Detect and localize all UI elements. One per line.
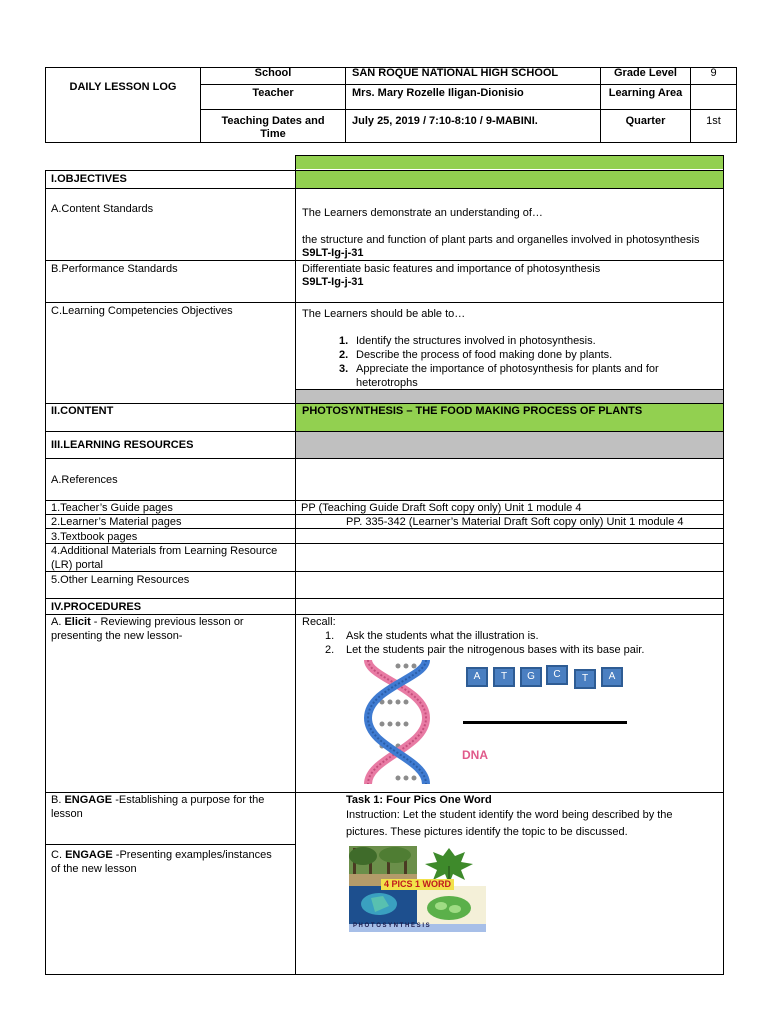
recall-number: 2. (325, 644, 335, 656)
gray-band-content (296, 389, 723, 403)
dates-label-2: Time (260, 128, 286, 140)
task-title: Task 1: Four Pics One Word (346, 794, 492, 806)
references-label: A.References (51, 474, 118, 486)
pairing-answer-line (463, 721, 627, 724)
engage-c-keyword: ENGAGE (65, 849, 113, 861)
learning-area-label: Learning Area (608, 87, 683, 99)
engage-c-prefix: C. (51, 849, 66, 861)
content-standards-code: S9LT-Ig-j-31 (302, 247, 364, 259)
textbook-label: 3.Textbook pages (51, 531, 138, 543)
competency-text: Describe the process of food making done by plants. (356, 349, 613, 361)
competency-text: Appreciate the importance of photosynthesis for plants and for (356, 363, 659, 375)
performance-standards-code: S9LT-Ig-j-31 (302, 276, 364, 288)
elicit-label (51, 615, 244, 629)
school-value: SAN ROQUE NATIONAL HIGH SCHOOL (352, 67, 559, 79)
engage-b-keyword: ENGAGE (64, 794, 113, 806)
competency-text: Identify the structures involved in photosynthesis. (356, 335, 596, 347)
school-label: School (254, 67, 292, 79)
green-band-top (296, 156, 723, 169)
competencies-intro: The Learners should be able to… (302, 308, 466, 320)
engage-c-description: -Presenting examples/instances (112, 849, 272, 861)
log-title: DAILY LESSON LOG (69, 81, 177, 93)
recall-number: 1. (325, 630, 335, 642)
engage-b-label (51, 793, 264, 807)
dna-label: DNA (462, 748, 488, 762)
performance-standards-label: B.Performance Standards (51, 263, 178, 275)
dna-helix-image (360, 658, 460, 786)
teacher-label: Teacher (252, 87, 294, 99)
task-instruction-line1: Instruction: Let the student identify the word being described by the (346, 809, 673, 821)
teachers-guide-label: 1.Teacher’s Guide pages (51, 502, 173, 514)
competency-text-continued: heterotrophs (356, 377, 418, 389)
base-box: T (574, 669, 596, 689)
competency-number: 3. (339, 363, 349, 375)
four-pics-answer: P H O T O S Y N T H E S I S (353, 923, 430, 929)
base-box: G (520, 667, 542, 687)
elicit-label-line2: presenting the new lesson- (51, 630, 183, 642)
base-box: A (601, 667, 623, 687)
engage-c-label-line2: of the new lesson (51, 863, 137, 875)
content-standards-label: A.Content Standards (51, 203, 154, 215)
base-box: C (546, 665, 568, 685)
grade-value: 9 (710, 67, 717, 79)
performance-standards-text: Differentiate basic features and importance of photosynthesis (302, 263, 601, 275)
additional-materials-label-2: (LR) portal (51, 559, 103, 571)
base-box: A (466, 667, 488, 687)
elicit-prefix: A. (51, 616, 65, 628)
objectives-heading: I.OBJECTIVES (51, 173, 127, 185)
learners-material-label: 2.Learner’s Material pages (51, 516, 182, 528)
engage-b-prefix: B. (51, 794, 65, 806)
quarter-label: Quarter (625, 115, 666, 127)
teachers-guide-value: PP (Teaching Guide Draft Soft copy only) Unit 1 module 4 (301, 502, 582, 514)
teacher-value: Mrs. Mary Rozelle Iligan-Dionisio (352, 87, 524, 99)
content-heading: II.CONTENT (51, 405, 114, 417)
resources-heading: III.LEARNING RESOURCES (51, 439, 194, 451)
learners-material-value: PP. 335-342 (Learner’s Material Draft Soft copy only) Unit 1 module 4 (346, 516, 684, 528)
recall-item: Ask the students what the illustration is. (346, 630, 539, 642)
procedures-heading: IV.PROCEDURES (51, 601, 142, 613)
grade-label: Grade Level (614, 67, 677, 79)
content-standards-line1: The Learners demonstrate an understanding of… (302, 207, 543, 219)
four-pics-banner: 4 PICS 1 WORD (381, 879, 454, 890)
competency-number: 1. (339, 335, 349, 347)
other-resources-label: 5.Other Learning Resources (51, 574, 190, 586)
content-value: PHOTOSYNTHESIS – THE FOOD MAKING PROCESS OF PLANTS (302, 405, 643, 417)
content-standards-line2: the structure and function of plant parts and organelles involved in photosynthesis (302, 234, 700, 246)
elicit-keyword: Elicit (64, 616, 91, 628)
task-instruction-line2: pictures. These pictures identify the topic to be discussed. (346, 826, 628, 838)
dates-value: July 25, 2019 / 7:10-8:10 / 9-MABINI. (352, 115, 538, 127)
elicit-description: - Reviewing previous lesson or (90, 616, 244, 628)
gray-band-resources (296, 432, 723, 458)
engage-b-description: -Establishing a purpose for the (112, 794, 265, 806)
engage-b-label-line2: lesson (51, 808, 83, 820)
green-band-objectives (296, 171, 723, 188)
additional-materials-label: 4.Additional Materials from Learning Resource (51, 545, 278, 557)
quarter-value: 1st (706, 115, 721, 127)
competency-number: 2. (339, 349, 349, 361)
base-box: T (493, 667, 515, 687)
engage-c-label (51, 848, 272, 862)
dates-label: Teaching Dates and (221, 115, 325, 127)
competencies-label: C.Learning Competencies Objectives (51, 305, 233, 317)
four-pics-image (349, 846, 486, 932)
recall-label: Recall: (302, 616, 336, 628)
recall-item: Let the students pair the nitrogenous bases with its base pair. (346, 644, 645, 656)
